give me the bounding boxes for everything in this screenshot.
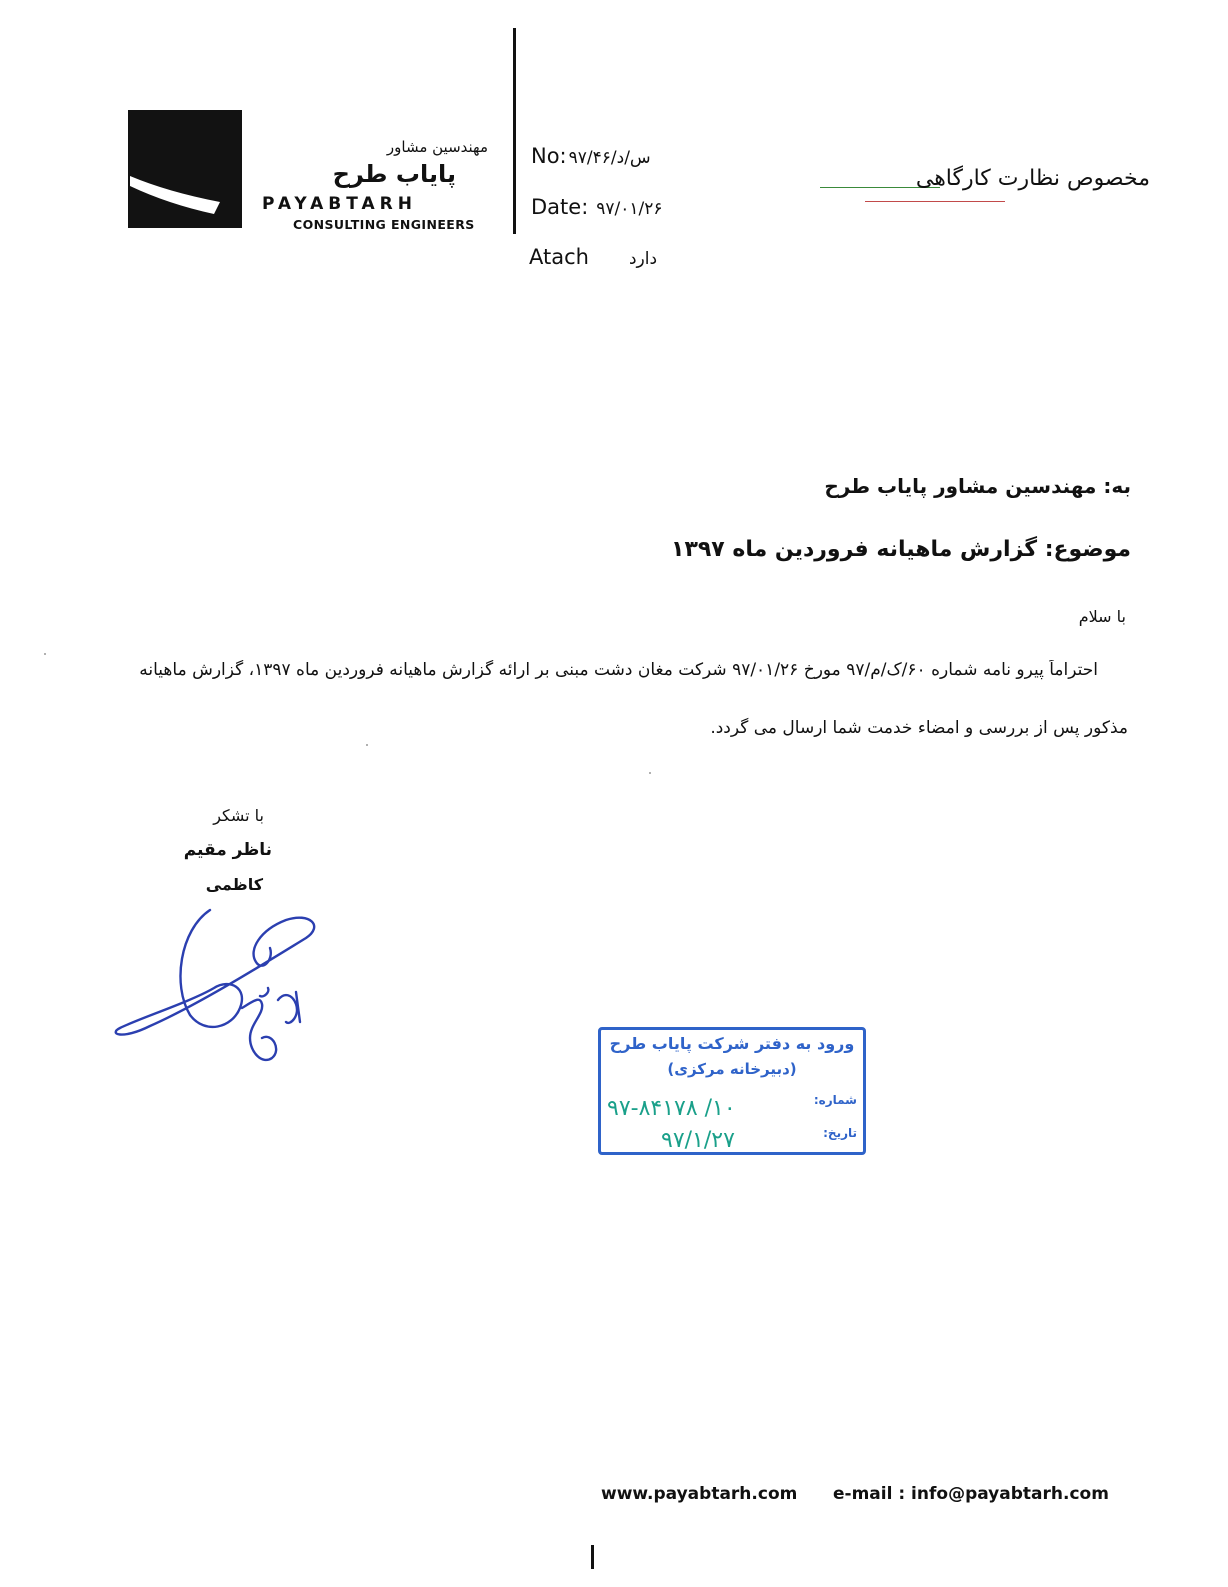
- company-logo: [128, 110, 242, 228]
- scan-speck: [649, 772, 651, 774]
- letter-date-label: Date:: [531, 195, 589, 219]
- company-subtitle-en: CONSULTING ENGINEERS: [293, 217, 475, 232]
- letter-date-value: ۹۷/۰۱/۲۶: [596, 199, 663, 219]
- stamp-date-label: تاریخ:: [823, 1126, 857, 1140]
- attachment-value: دارد: [628, 249, 658, 269]
- stamp-date-value: ۹۷/۱/۲۷: [661, 1128, 735, 1153]
- body-paragraph-line-2: مذکور پس از بررسی و امضاء خدمت شما ارسال می گردد.: [710, 718, 1128, 738]
- stamp-subtitle: (دبیرخانه مرکزی): [667, 1060, 797, 1078]
- letter-attachment: [529, 245, 657, 269]
- receipt-stamp: [598, 1027, 866, 1155]
- letter-number-label: No:: [531, 144, 567, 168]
- classification-text: مخصوص نظارت کارگاهی: [915, 166, 1150, 191]
- company-name-fa: پایاب طرح: [332, 160, 456, 188]
- handwritten-signature: [110, 900, 330, 1075]
- closing: با تشکر: [213, 806, 264, 825]
- scan-speck: [366, 744, 368, 746]
- signer-title: ناظر مقیم: [183, 840, 272, 860]
- classification-underline-red: [865, 201, 1005, 202]
- letter-number: [531, 144, 651, 168]
- logo-mark-icon: [128, 110, 242, 228]
- subject-line: موضوع: گزارش ماهیانه فروردین ماه ۱۳۹۷: [671, 537, 1131, 562]
- body-paragraph-line-1: احتراماً پیرو نامه شماره ۶۰/ک/م/۹۷ مورخ ۹۷/۰۱/۲۶ شرکت مغان دشت مبنی بر ارائه گزارش ماهیانه فروردین ماه ۱۳۹۷، گزارش ماهیانه: [139, 660, 1098, 680]
- header-divider: [513, 28, 516, 234]
- scan-speck: [44, 653, 46, 655]
- greeting: با سلام: [1078, 607, 1126, 626]
- classification-note: [820, 160, 1150, 210]
- stamp-title: ورود به دفتر شرکت پایاب طرح: [609, 1034, 855, 1053]
- stamp-number-label: شماره:: [813, 1093, 857, 1107]
- recipient-line: به: مهندسین مشاور پایاب طرح: [824, 474, 1131, 498]
- company-name-fa-small: مهندسین مشاور: [386, 138, 488, 156]
- attachment-label: Atach: [529, 245, 589, 269]
- letter-date: [531, 195, 663, 219]
- company-name-en: PAYABTARH: [262, 194, 417, 214]
- footer-email[interactable]: e-mail : info@payabtarh.com: [833, 1484, 1109, 1504]
- stamp-number-value: ۹۷-۸۴۱۷۸ /۱۰: [607, 1096, 736, 1121]
- footer-website[interactable]: www.payabtarh.com: [601, 1484, 798, 1504]
- footer-divider: [591, 1545, 594, 1569]
- letter-number-value: ۹۷/س/د/۴۶: [568, 148, 651, 168]
- signer-name: کاظمی: [205, 875, 263, 894]
